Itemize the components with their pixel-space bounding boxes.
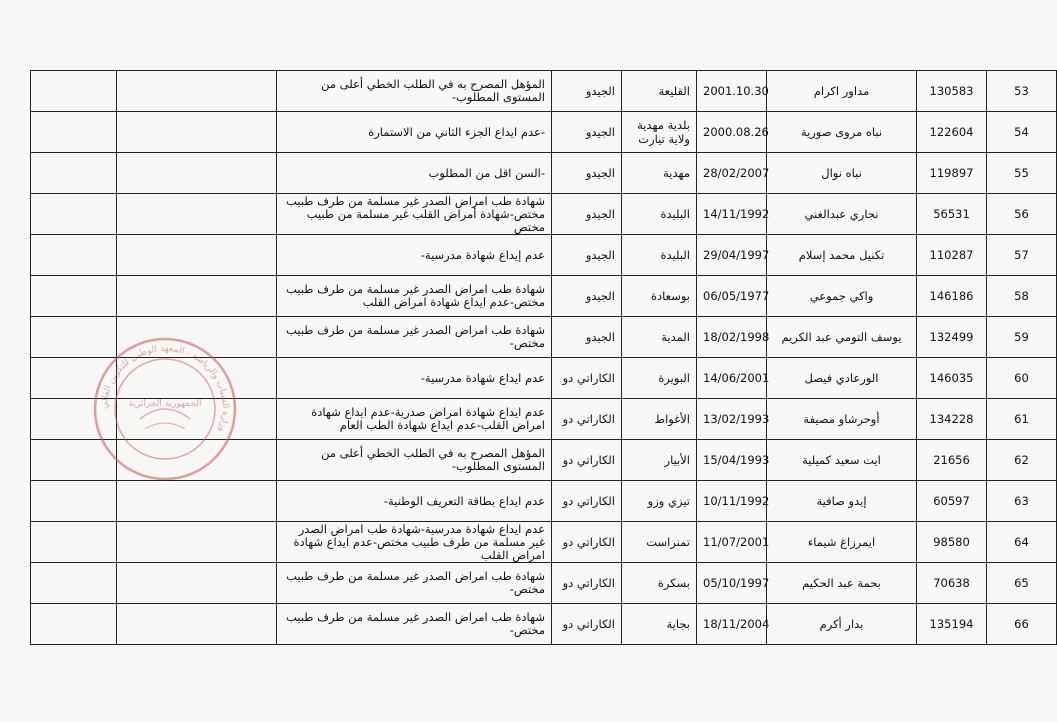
blank-cell [117,399,277,440]
blank-cell [31,317,117,358]
table-row [31,358,1057,399]
blank-cell [117,522,277,563]
blank-cell [31,194,117,235]
candidate-id: 134228 [917,399,987,440]
birth-date: 13/02/1993 [697,399,767,440]
table-row [31,153,1057,194]
rejection-reason: شهادة طب امراض الصدر غير مسلمة من طرف طبيب مختص- [277,317,552,358]
rejection-reason: عدم ايداع شهادة امراض صدرية-عدم ايداع شهادة امراض القلب-عدم ايداع شهادة الطب العام [277,399,552,440]
birth-date: 2000.08.26 [697,112,767,153]
table-row [31,71,1057,112]
table-row [31,317,1057,358]
stamp-center-text: الجمهورية الجزائرية [128,399,202,409]
birth-place: المدية [622,317,697,358]
candidate-name: واكي جموعي [767,276,917,317]
candidate-id: 135194 [917,604,987,645]
sport-discipline: الكاراتي دو [552,522,622,563]
candidate-id: 122604 [917,112,987,153]
birth-date: 10/11/1992 [697,481,767,522]
birth-place: تيزي وزو [622,481,697,522]
blank-cell [31,399,117,440]
table-body [31,71,1057,645]
candidate-id: 70638 [917,563,987,604]
candidate-id: 146035 [917,358,987,399]
blank-cell [117,153,277,194]
birth-date: 06/05/1977 [697,276,767,317]
birth-place: الأبيار [622,440,697,481]
candidate-name: بدار أكرم [767,604,917,645]
rejection-reason: عدم ايداع شهادة مدرسية- [277,358,552,399]
blank-cell [31,112,117,153]
candidate-name: نباه نوال [767,153,917,194]
table-row [31,399,1057,440]
table-row [31,194,1057,235]
rejection-reason: شهادة طب امراض الصدر غير مسلمة من طرف طبيب مختص-شهادة أمراض القلب غير مسلمة من طبيب مختص [277,194,552,235]
rejection-reason: عدم إيداع شهادة مدرسية- [277,235,552,276]
row-number: 55 [987,153,1057,194]
sport-discipline: الكاراتي دو [552,481,622,522]
rejection-reason: شهادة طب امراض الصدر غير مسلمة من طرف طبيب مختص- [277,563,552,604]
candidate-name: إيدو صافية [767,481,917,522]
row-number: 64 [987,522,1057,563]
blank-cell [117,235,277,276]
blank-cell [117,276,277,317]
blank-cell [31,71,117,112]
row-number: 53 [987,71,1057,112]
row-number: 59 [987,317,1057,358]
candidate-id: 110287 [917,235,987,276]
row-number: 57 [987,235,1057,276]
rejection-reason: عدم ايداع بطاقة التعريف الوطنية- [277,481,552,522]
blank-cell [117,563,277,604]
candidate-name: الورعادي فيصل [767,358,917,399]
candidate-id: 130583 [917,71,987,112]
blank-cell [31,481,117,522]
candidate-name: نباه مروى صورية [767,112,917,153]
candidate-name: ايمرزاغ شيماء [767,522,917,563]
rejection-reason: -عدم ايداع الجزء الثاني من الاستمارة [277,112,552,153]
table-row [31,522,1057,563]
blank-cell [117,604,277,645]
birth-date: 11/07/2001 [697,522,767,563]
candidate-id: 146186 [917,276,987,317]
birth-date: 15/04/1993 [697,440,767,481]
sport-discipline: الجيدو [552,112,622,153]
blank-cell [31,563,117,604]
sport-discipline: الكاراتي دو [552,563,622,604]
table-row [31,563,1057,604]
candidates-table [30,70,1057,645]
sport-discipline: الكاراتي دو [552,604,622,645]
candidate-id: 132499 [917,317,987,358]
table-row [31,276,1057,317]
candidate-name: نجاري عبدالغني [767,194,917,235]
table-row [31,481,1057,522]
sport-discipline: الكاراتي دو [552,358,622,399]
table-row [31,440,1057,481]
birth-place: بوسعادة [622,276,697,317]
rejection-reason: شهادة طب امراض الصدر غير مسلمة من طرف طبيب مختص-عدم ايداع شهادة امراض القلب [277,276,552,317]
row-number: 54 [987,112,1057,153]
row-number: 60 [987,358,1057,399]
birth-place: الأغواط [622,399,697,440]
candidate-id: 21656 [917,440,987,481]
blank-cell [31,153,117,194]
table-row [31,112,1057,153]
candidate-id: 119897 [917,153,987,194]
candidate-name: أوحرشاو مصيفة [767,399,917,440]
stamp-ring-text: وزارة الشباب والرياضة - المعهد الوطني للتكوين العالي [99,343,231,434]
birth-date: 05/10/1997 [697,563,767,604]
birth-place: القليعة [622,71,697,112]
rejection-reason: عدم ايداع شهادة مدرسية-شهادة طب امراض الصدر غير مسلمة من طرف طبيب مختص-عدم ايداع شهادة امراض القلب [277,522,552,563]
candidate-name: ايت سعيد كميلية [767,440,917,481]
candidate-name: بحمة عبد الحكيم [767,563,917,604]
birth-place: تمنراست [622,522,697,563]
birth-place: بجاية [622,604,697,645]
birth-date: 2001.10.30 [697,71,767,112]
sport-discipline: الجيدو [552,194,622,235]
blank-cell [117,440,277,481]
table-row [31,235,1057,276]
row-number: 56 [987,194,1057,235]
blank-cell [31,522,117,563]
birth-date: 29/04/1997 [697,235,767,276]
candidate-id: 98580 [917,522,987,563]
blank-cell [117,481,277,522]
birth-date: 18/02/1998 [697,317,767,358]
candidate-id: 56531 [917,194,987,235]
row-number: 61 [987,399,1057,440]
row-number: 62 [987,440,1057,481]
birth-place: بلدية مهدية ولاية تيارت [622,112,697,153]
candidate-id: 60597 [917,481,987,522]
blank-cell [31,276,117,317]
rejection-reason: المؤهل المصرح به في الطلب الخطي أعلى من المستوى المطلوب- [277,440,552,481]
birth-place: البويرة [622,358,697,399]
sport-discipline: الجيدو [552,153,622,194]
row-number: 63 [987,481,1057,522]
sport-discipline: الجيدو [552,276,622,317]
birth-date: 14/11/1992 [697,194,767,235]
birth-place: البليدة [622,194,697,235]
rejection-reason: المؤهل المصرح به في الطلب الخطي أعلى من المستوى المطلوب- [277,71,552,112]
row-number: 66 [987,604,1057,645]
row-number: 58 [987,276,1057,317]
blank-cell [117,194,277,235]
blank-cell [31,235,117,276]
blank-cell [31,440,117,481]
sport-discipline: الجيدو [552,317,622,358]
candidate-name: تكنيل محمد إسلام [767,235,917,276]
sport-discipline: الجيدو [552,71,622,112]
birth-date: 28/02/2007 [697,153,767,194]
candidate-name: مداور اكرام [767,71,917,112]
sport-discipline: الكاراتي دو [552,399,622,440]
blank-cell [117,112,277,153]
sport-discipline: الجيدو [552,235,622,276]
birth-date: 14/06/2001 [697,358,767,399]
blank-cell [31,604,117,645]
birth-date: 18/11/2004 [697,604,767,645]
blank-cell [117,71,277,112]
birth-place: بسكرة [622,563,697,604]
table-row [31,604,1057,645]
rejection-reason: -السن اقل من المطلوب [277,153,552,194]
row-number: 65 [987,563,1057,604]
blank-cell [117,317,277,358]
blank-cell [31,358,117,399]
candidate-name: يوسف التومي عبد الكريم [767,317,917,358]
birth-place: مهدية [622,153,697,194]
sport-discipline: الكاراتي دو [552,440,622,481]
rejection-reason: شهادة طب امراض الصدر غير مسلمة من طرف طبيب مختص- [277,604,552,645]
birth-place: البليدة [622,235,697,276]
blank-cell [117,358,277,399]
